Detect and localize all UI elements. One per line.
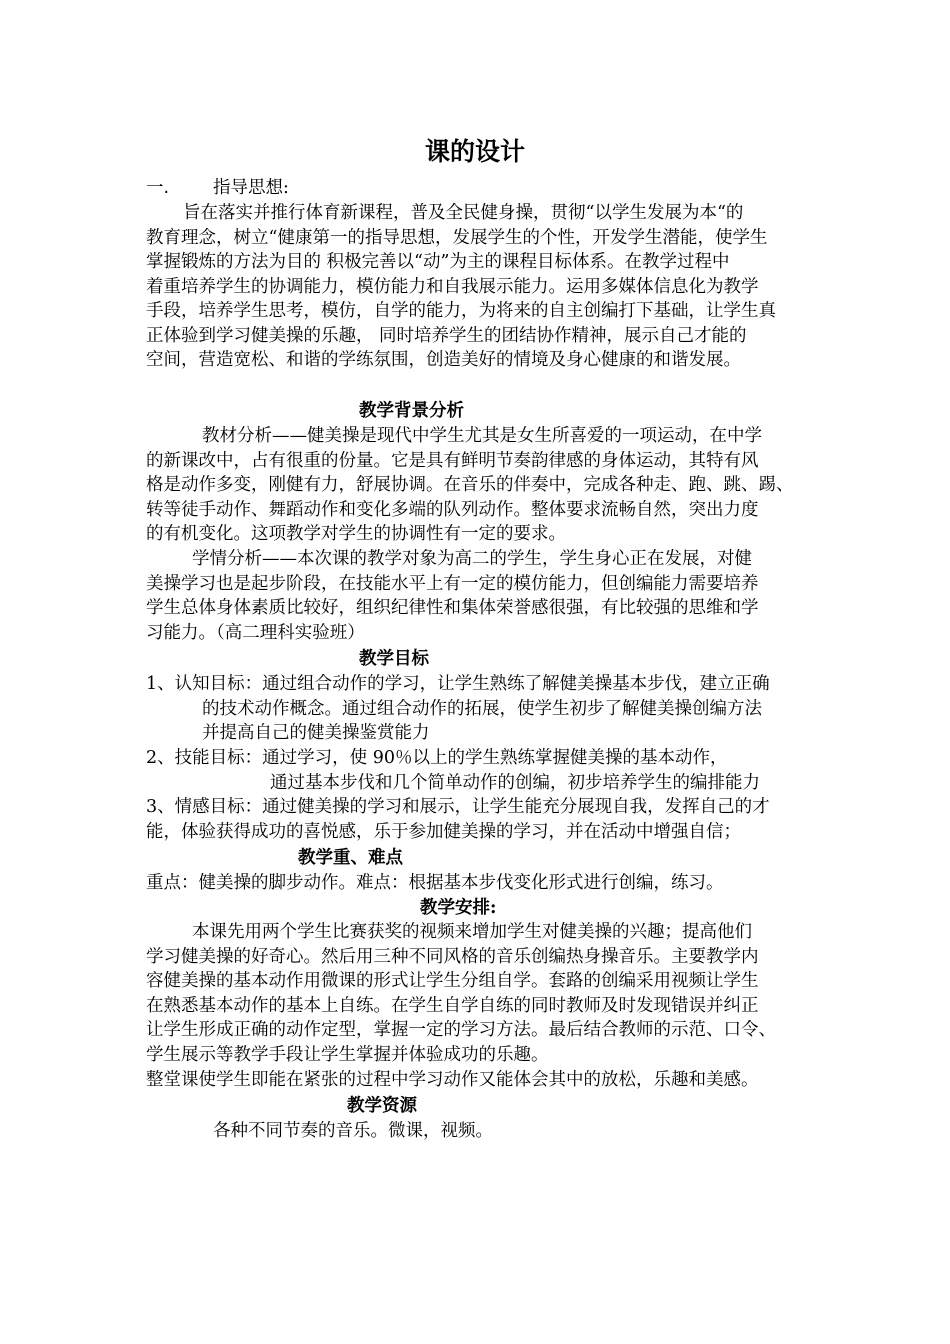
paragraph-line: 空间，营造宽松、和谐的学练氛围，创造美好的情境及身心健康的和谐发展。	[146, 350, 741, 370]
paragraph-line: 整堂课使学生即能在紧张的过程中学习动作又能体会其中的放松，乐趣和美感。	[146, 1070, 759, 1090]
paragraph-line: 学生展示等教学手段让学生掌握并体验成功的乐趣。	[146, 1045, 549, 1065]
paragraph-line: 美操学习也是起步阶段，在技能水平上有一定的模仿能力，但创编能力需要培养	[146, 574, 759, 594]
paragraph-line: 容健美操的基本动作用微课的形式让学生分组自学。套路的创编采用视频让学生	[146, 971, 759, 991]
paragraph-line: 本课先用两个学生比赛获奖的视频来增加学生对健美操的兴趣；提高他们	[192, 922, 752, 942]
section-heading-resources: 教学资源	[347, 1096, 417, 1116]
paragraph-line: 在熟悉基本动作的基本上自练。在学生自学自练的同时教师及时发现错误并纠正	[146, 996, 759, 1016]
paragraph-line: 转等徒手动作、舞蹈动作和变化多端的队列动作。整体要求流畅自然，突出力度	[146, 500, 759, 520]
paragraph-line: 学情分析——本次课的教学对象为高二的学生，学生身心正在发展，对健	[192, 549, 752, 569]
goal-line: 能，体验获得成功的喜悦感，乐于参加健美操的学习，并在活动中增强自信；	[146, 822, 741, 842]
paragraph-line: 旨在落实并推行体育新课程，普及全民健身操，贯彻“以学生发展为本“的	[183, 203, 744, 223]
paragraph-line: 教育理念，树立“健康第一的指导思想，发展学生的个性，开发学生潜能，使学生	[146, 228, 768, 248]
paragraph-line: 学习健美操的好奇心。然后用三种不同风格的音乐创编热身操音乐。主要教学内	[146, 947, 759, 967]
paragraph-line: 学生总体身体素质比较好，组织纪律性和集体荣誉感很强，有比较强的思维和学	[146, 598, 759, 618]
paragraph-line: 习能力。（高二理科实验班）	[146, 623, 365, 643]
paragraph-line: 掌握锻炼的方法为目的 积极完善以“动”为主的课程目标体系。在教学过程中	[146, 252, 730, 272]
paragraph-line: 的新课改中，占有很重的份量。它是具有鲜明节奏韵律感的身体运动，其特有风	[146, 451, 759, 471]
goal-line: 的技术动作概念。通过组合动作的拓展，使学生初步了解健美操创编方法	[202, 699, 762, 719]
paragraph-line: 教材分析——健美操是现代中学生尤其是女生所喜爱的一项运动，在中学	[202, 426, 762, 446]
goal-line: 3、情感目标：通过健美操的学习和展示，让学生能充分展现自我，发挥自己的才	[146, 797, 770, 817]
key-points-line: 重点：健美操的脚步动作。难点：根据基本步伐变化形式进行创编，练习。	[146, 873, 724, 893]
paragraph-line: 格是动作多变，刚健有力，舒展协调。在音乐的伴奏中，完成各种走、跑、跳、踢、	[146, 475, 794, 495]
section-heading-goals: 教学目标	[359, 649, 429, 669]
section-number: 一.	[146, 178, 170, 198]
document-title: 课的设计	[424, 137, 525, 166]
paragraph-line: 手段，培养学生思考，模仿，自学的能力，为将来的自主创编打下基础，让学生真	[146, 301, 776, 321]
goal-line: 并提高自己的健美操鉴赏能力	[202, 723, 430, 743]
paragraph-line: 让学生形成正确的动作定型，掌握一定的学习方法。最后结合教师的示范、口令、	[146, 1020, 776, 1040]
section-heading-background: 教学背景分析	[359, 401, 464, 421]
section-heading-arrangement: 教学安排:	[420, 898, 497, 918]
paragraph-line: 的有机变化。这项教学对学生的协调性有一定的要求。	[146, 524, 566, 544]
goal-line: 1、认知目标：通过组合动作的学习，让学生熟练了解健美操基本步伐，建立正确	[146, 674, 770, 694]
goal-line: 通过基本步伐和几个简单动作的创编，初步培养学生的编排能力	[270, 773, 760, 793]
paragraph-line: 着重培养学生的协调能力，模仿能力和自我展示能力。运用多媒体信息化为教学	[146, 277, 759, 297]
resources-line: 各种不同节奏的音乐。微课，视频。	[213, 1121, 493, 1141]
goal-line: 2、技能目标：通过学习，使 90％以上的学生熟练掌握健美操的基本动作，	[146, 748, 728, 768]
section-heading-guiding-idea: 指导思想:	[213, 178, 289, 198]
paragraph-line: 正体验到学习健美操的乐趣， 同时培养学生的团结协作精神，展示自己才能的	[146, 326, 747, 346]
section-heading-key-points: 教学重、难点	[298, 848, 403, 868]
